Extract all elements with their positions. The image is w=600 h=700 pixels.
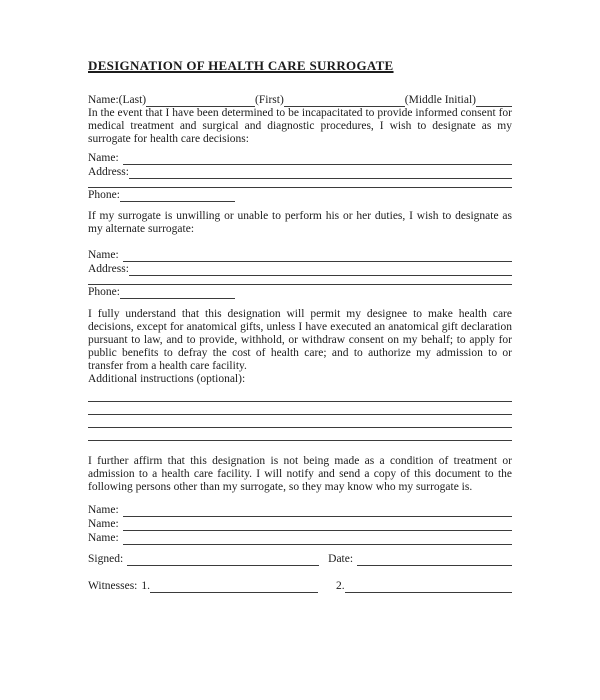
alternate-contact-block	[88, 248, 512, 299]
name-label: Name:	[88, 518, 119, 530]
notify-name-row	[88, 517, 512, 531]
additional-instructions-field-3[interactable]	[88, 415, 512, 428]
surrogate-name-field[interactable]	[123, 152, 512, 165]
additional-instructions-field-2[interactable]	[88, 402, 512, 415]
alternate-name-field[interactable]	[123, 249, 512, 262]
notify-name-row	[88, 503, 512, 517]
name-label: Name:	[88, 152, 119, 164]
witness1-field[interactable]	[150, 580, 318, 593]
affirm-paragraph: I further affirm that this designation is not being made as a condition of treatment or admission to a health care facility. I will notify and send a copy of this document to the following persons other than my surrogate, so they may know who my surrogate is.	[88, 455, 512, 493]
name-label: Name:	[88, 249, 119, 261]
surrogate-phone-row	[88, 188, 512, 202]
surrogate-phone-field[interactable]	[120, 189, 235, 202]
notify-name-field-3[interactable]	[123, 532, 512, 545]
additional-instructions-field-1[interactable]	[88, 389, 512, 402]
signature-row	[88, 552, 512, 566]
alternate-address2-row	[88, 276, 512, 285]
witness1-label: 1.	[141, 580, 150, 592]
surrogate-address2-row	[88, 179, 512, 188]
notify-name-row	[88, 531, 512, 545]
name-label: Name:	[88, 504, 119, 516]
signed-label: Signed:	[88, 553, 124, 565]
notify-names-block	[88, 503, 512, 545]
witnesses-row	[88, 579, 512, 593]
notify-name-field-1[interactable]	[123, 504, 512, 517]
name-last-field[interactable]	[146, 94, 255, 107]
alternate-phone-row	[88, 285, 512, 299]
middle-initial-label: (Middle Initial)	[404, 94, 476, 106]
additional-instructions-label: Additional instructions (optional):	[88, 373, 246, 385]
additional-instructions-lines	[88, 389, 512, 441]
phone-label: Phone:	[88, 286, 120, 298]
surrogate-name-row	[88, 151, 512, 165]
alternate-name-row	[88, 248, 512, 262]
witnesses-label: Witnesses:	[88, 580, 138, 592]
name-first-field[interactable]	[284, 94, 405, 107]
date-field[interactable]	[357, 553, 512, 566]
form-title: DESIGNATION OF HEALTH CARE SURROGATE	[88, 58, 394, 73]
witness2-field[interactable]	[345, 580, 512, 593]
name-header-row	[88, 93, 512, 107]
phone-label: Phone:	[88, 189, 120, 201]
additional-instructions-field-4[interactable]	[88, 428, 512, 441]
name-first-label: (First)	[255, 94, 284, 106]
alternate-phone-field[interactable]	[120, 286, 235, 299]
alternate-paragraph: If my surrogate is unwilling or unable to perform his or her duties, I wish to designate as my alternate surrogate:	[88, 210, 512, 235]
intro-paragraph: In the event that I have been determined to be incapacitated to provide informed consent for medical treatment and surgical and diagnostic procedures, I wish to designate as my surrogate for health care decisions:	[88, 107, 512, 145]
address-label: Address:	[88, 263, 129, 275]
surrogate-contact-block	[88, 151, 512, 202]
understanding-paragraph: I fully understand that this designation will permit my designee to make health care decisions, except for anatomical gifts, unless I have executed an anatomical gift declaration pursuant to law, and to provide, withhold, or withdraw consent on my behalf; to apply for public benefits to defray the cost of health care; and to authorize my admission to or transfer from a health care facility.	[88, 308, 512, 372]
alternate-address2-field[interactable]	[88, 272, 512, 285]
surrogate-address2-field[interactable]	[88, 175, 512, 188]
name-label: Name:	[88, 532, 119, 544]
witness2-label: 2.	[336, 580, 345, 592]
signed-field[interactable]	[127, 553, 319, 566]
notify-name-field-2[interactable]	[123, 518, 512, 531]
name-last-label: Name:(Last)	[88, 94, 147, 106]
address-label: Address:	[88, 166, 129, 178]
date-label: Date:	[328, 553, 354, 565]
middle-initial-field[interactable]	[476, 94, 512, 107]
